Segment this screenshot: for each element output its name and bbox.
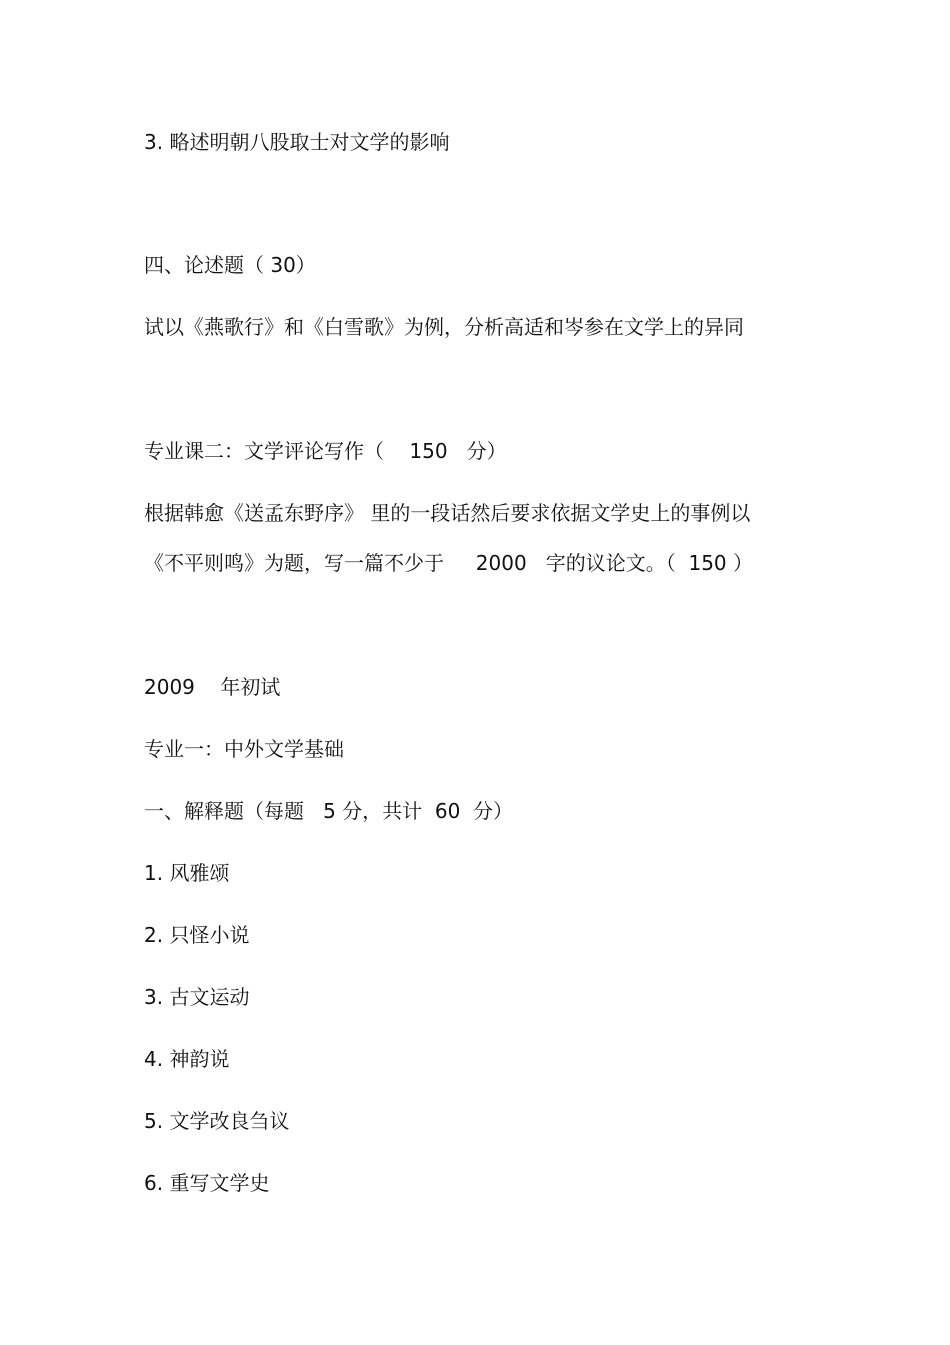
term-item-2: 2. 只怪小说 <box>144 923 250 947</box>
term-item-6: 6. 重写文学史 <box>144 1171 270 1195</box>
term-item-1: 1. 风雅颂 <box>144 861 230 885</box>
course-2-literary-criticism-heading: 专业课二：文学评论写作（ 150 分） <box>144 439 507 463</box>
term-item-5: 5. 文学改良刍议 <box>144 1109 290 1133</box>
section-1-explanation-questions-heading: 一、解释题（每题 5 分，共计 60 分） <box>144 799 514 823</box>
essay-question-gao-shi-cen-shen: 试以《燕歌行》和《白雪歌》为例，分析高适和岑参在文学上的异同 <box>144 315 744 339</box>
question-3-ming-eight-legged-essay: 3. 略述明朝八股取士对文学的影响 <box>144 130 450 154</box>
term-item-4: 4. 神韵说 <box>144 1047 230 1071</box>
writing-prompt-line-1: 根据韩愈《送孟东野序》 里的一段话然后要求依据文学史上的事例以 <box>144 501 751 525</box>
writing-prompt-line-2: 《不平则鸣》为题，写一篇不少于 2000 字的议论文。（ 150 ） <box>144 551 754 575</box>
section-4-essay-questions-heading: 四、论述题（ 30） <box>144 253 316 277</box>
term-item-3: 3. 古文运动 <box>144 985 250 1009</box>
course-1-literature-basics-heading: 专业一：中外文学基础 <box>144 737 344 761</box>
year-2009-preliminary-heading: 2009 年初试 <box>144 675 281 699</box>
